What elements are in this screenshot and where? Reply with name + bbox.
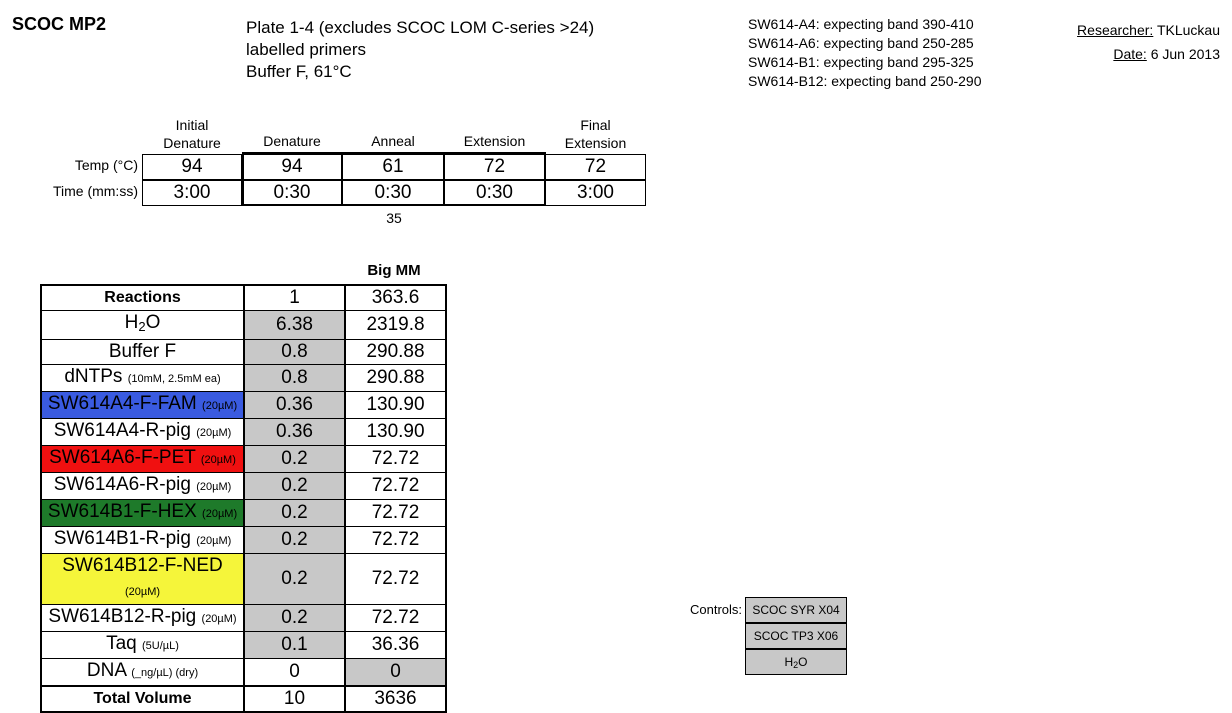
controls-label: Controls: (690, 602, 743, 617)
band-line: SW614-B1: expecting band 295-325 (748, 54, 974, 70)
cycling-header (242, 132, 342, 150)
reagent-unit: (20µM) (202, 508, 238, 520)
reagent-unit: (_ng/µL) (dry) (131, 667, 199, 679)
date-value: 6 Jun 2013 (1150, 46, 1220, 62)
time-cell: 0:30 (444, 180, 545, 206)
reagent-unit: (5U/µL) (142, 640, 179, 652)
reagent-name-cell (41, 285, 244, 311)
temp-cell: 72 (545, 154, 646, 180)
master-mix-volume: 72.72 (345, 446, 446, 473)
reagent-name: SW614A6-F-PET (49, 447, 196, 468)
reagent-name-cell (41, 311, 244, 340)
master-mix-volume: 2319.8 (345, 311, 446, 340)
reagent-unit: (10mM, 2.5mM ea) (127, 373, 221, 385)
reagent-name-cell (41, 605, 244, 632)
single-reaction-volume: 6.38 (244, 311, 345, 340)
master-mix-volume: 130.90 (345, 419, 446, 446)
reagent-name: SW614A4-R-pig (53, 420, 191, 441)
single-reaction-volume: 0.8 (244, 365, 345, 392)
time-row-label: Time (mm:ss) (52, 183, 138, 199)
reagent-name-tail: O (145, 312, 161, 333)
master-mix-volume: 36.36 (345, 632, 446, 659)
reagent-name-cell (41, 632, 244, 659)
researcher-value: TKLuckau (1156, 22, 1220, 38)
band-line: SW614-A6: expecting band 250-285 (748, 35, 974, 51)
cycling-header-line: Initial (175, 117, 209, 133)
reagent-name: Reactions (104, 289, 181, 306)
single-reaction-volume: 0.8 (244, 340, 345, 365)
cycling-header-line: Extension (564, 135, 627, 151)
reagent-name-cell (41, 473, 244, 500)
reagent-name: DNA (86, 660, 126, 681)
researcher-row (1077, 18, 1220, 42)
reagent-unit: (20µM) (124, 586, 161, 598)
reagent-name: SW614B1-F-HEX (47, 501, 197, 522)
master-mix-volume: 72.72 (345, 500, 446, 527)
single-reaction-volume: 0 (244, 659, 345, 687)
sheet-meta (1077, 18, 1220, 66)
reagent-name: Buffer F (108, 341, 177, 362)
reagent-unit: (20µM) (200, 454, 236, 466)
recipe-row (41, 605, 446, 632)
reagent-name-cell (41, 419, 244, 446)
reagent-name: SW614B1-R-pig (53, 528, 191, 549)
date-row (1077, 42, 1220, 66)
master-mix-volume: 290.88 (345, 340, 446, 365)
master-mix-volume: 0 (345, 659, 446, 687)
reagent-unit: (20µM) (201, 613, 237, 625)
recipe-row (41, 500, 446, 527)
temp-cell: 61 (342, 154, 444, 180)
expected-bands (748, 15, 982, 91)
sheet-title: SCOC MP2 (12, 14, 107, 34)
date-label: Date: (1113, 46, 1147, 62)
single-reaction-volume: 1 (244, 285, 345, 311)
single-reaction-volume: 0.2 (244, 554, 345, 605)
cycling-header-line: Denature (263, 133, 321, 149)
temp-cell: 94 (242, 154, 342, 180)
master-mix-volume: 290.88 (345, 365, 446, 392)
recipe-row (41, 446, 446, 473)
water-sub: 2 (793, 660, 799, 670)
reagent-name-cell (41, 527, 244, 554)
reagent-name-cell (41, 500, 244, 527)
single-reaction-volume: 0.1 (244, 632, 345, 659)
reagent-unit: (20µM) (196, 481, 232, 493)
reagent-name-cell (41, 340, 244, 365)
description-line-2: labelled primers (246, 40, 366, 59)
single-reaction-volume: 0.2 (244, 446, 345, 473)
single-reaction-volume: 0.2 (244, 500, 345, 527)
water-h: H (784, 655, 794, 669)
recipe-row (41, 311, 446, 340)
reagent-name-cell (41, 659, 244, 687)
control-water (745, 649, 847, 675)
reagent-name: Taq (106, 633, 137, 654)
reagent-name-cell (41, 686, 244, 712)
reagent-name: SW614B12-F-NED (62, 555, 223, 576)
reagent-name-cell (41, 446, 244, 473)
single-reaction-volume: 0.2 (244, 527, 345, 554)
recipe-row (41, 285, 446, 311)
cycling-header (444, 132, 545, 150)
cycling-header (342, 132, 444, 150)
temp-cell: 94 (142, 154, 242, 180)
reagent-name-cell (41, 365, 244, 392)
recipe-row (41, 632, 446, 659)
single-reaction-volume: 0.36 (244, 392, 345, 419)
master-mix-volume: 3636 (345, 686, 446, 712)
master-mix-volume: 130.90 (345, 392, 446, 419)
reagent-name-cell (41, 392, 244, 419)
temp-cell: 72 (444, 154, 545, 180)
recipe-row (41, 659, 446, 687)
control-syr-x04: SCOC SYR X04 (745, 597, 847, 623)
recipe-row (41, 527, 446, 554)
recipe-row (41, 340, 446, 365)
reagent-name: dNTPs (64, 366, 123, 387)
recipe-row (41, 365, 446, 392)
recipe-row (41, 392, 446, 419)
master-mix-volume: 363.6 (345, 285, 446, 311)
recipe-table (40, 284, 447, 713)
master-mix-volume: 72.72 (345, 527, 446, 554)
cycling-header-line: Extension (463, 133, 526, 149)
cycle-count: 35 (386, 210, 402, 226)
cycling-header-line: Anneal (371, 133, 415, 149)
band-line: SW614-A4: expecting band 390-410 (748, 16, 974, 32)
recipe-row (41, 686, 446, 712)
reagent-name: Total Volume (93, 690, 192, 707)
reagent-unit: (20µM) (196, 535, 232, 547)
reagent-subscript: 2 (138, 319, 146, 334)
recipe-row (41, 419, 446, 446)
time-cell: 0:30 (242, 180, 342, 206)
time-cell: 3:00 (142, 180, 242, 206)
reagent-name: H (124, 312, 139, 333)
recipe-row (41, 554, 446, 605)
reagent-name: SW614A4-F-FAM (47, 393, 197, 414)
description-line-3: Buffer F, 61°C (246, 62, 352, 81)
control-tp3-x06: SCOC TP3 X06 (745, 623, 847, 649)
time-cell: 3:00 (545, 180, 646, 206)
master-mix-volume: 72.72 (345, 554, 446, 605)
reagent-unit: (20µM) (202, 400, 238, 412)
single-reaction-volume: 0.36 (244, 419, 345, 446)
reagent-name: SW614B12-R-pig (48, 606, 197, 627)
description-line-1: Plate 1-4 (excludes SCOC LOM C-series >24) (246, 18, 595, 37)
cycling-header-line: Final (580, 117, 611, 133)
cycling-header (545, 116, 646, 152)
single-reaction-volume: 0.2 (244, 473, 345, 500)
water-o: O (798, 655, 808, 669)
protocol-description (246, 17, 594, 83)
cycling-header (142, 116, 242, 152)
reagent-name-cell (41, 554, 244, 605)
big-mm-header: Big MM (367, 262, 421, 279)
reagent-name: SW614A6-R-pig (53, 474, 191, 495)
temp-row-label: Temp (°C) (74, 157, 138, 173)
single-reaction-volume: 10 (244, 686, 345, 712)
reagent-unit: (20µM) (196, 427, 232, 439)
band-line: SW614-B12: expecting band 250-290 (748, 73, 982, 89)
master-mix-volume: 72.72 (345, 605, 446, 632)
time-cell: 0:30 (342, 180, 444, 206)
master-mix-volume: 72.72 (345, 473, 446, 500)
single-reaction-volume: 0.2 (244, 605, 345, 632)
recipe-row (41, 473, 446, 500)
researcher-label: Researcher: (1077, 22, 1154, 38)
cycling-header-line: Denature (163, 135, 221, 151)
